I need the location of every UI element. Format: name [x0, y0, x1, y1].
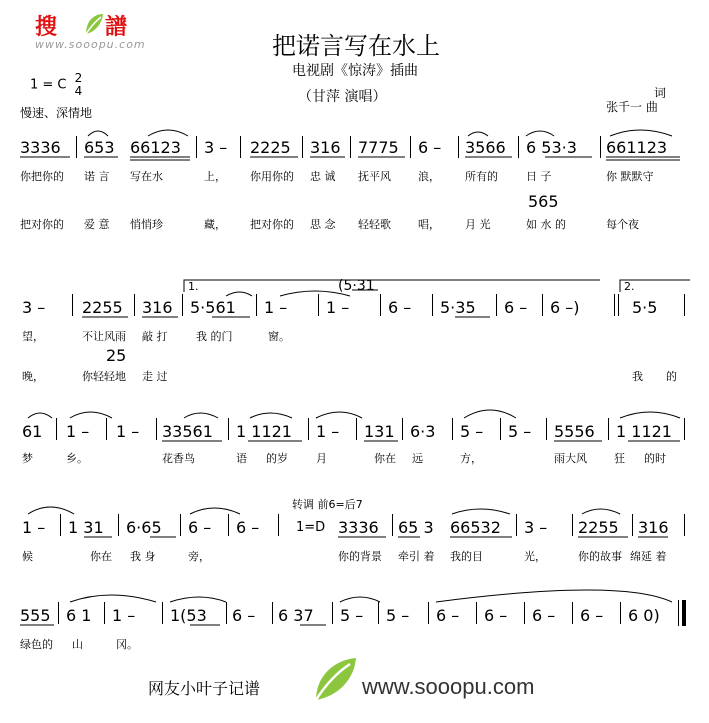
- lyric: 月: [316, 452, 327, 465]
- measure: 1 –: [66, 422, 90, 441]
- modulation-note: 转调 前6=后7: [292, 498, 363, 511]
- measure: 5 –: [340, 606, 364, 625]
- measure: 5 –: [386, 606, 410, 625]
- lyric: 我 的门: [196, 330, 233, 343]
- lyric: 把对你的: [250, 218, 294, 231]
- singer-credit: （甘萍 演唱）: [298, 89, 387, 105]
- logo-char-right: 譜: [105, 15, 128, 40]
- measure: 5·35: [440, 298, 476, 317]
- measure: 3 –: [204, 138, 228, 157]
- lyric: 不让风雨: [82, 330, 126, 343]
- song-title: 把诺言写在水上: [272, 32, 440, 60]
- lyric: 浪，: [418, 170, 440, 183]
- measure: 6 –: [504, 298, 528, 317]
- lyric: 你的故事: [578, 550, 622, 563]
- measure: 6 –: [232, 606, 256, 625]
- measure: 316: [142, 298, 173, 317]
- volta-1: 1.: [188, 280, 199, 293]
- meter-bottom: 4: [74, 84, 83, 98]
- measure: 6 –: [188, 518, 212, 537]
- measure: 6 53·3: [526, 138, 577, 157]
- lyric: 方，: [460, 452, 482, 465]
- lyric: 上，: [204, 170, 226, 183]
- logo-url: www.sooopu.com: [35, 38, 146, 51]
- lyric: 藏，: [204, 218, 226, 231]
- measure: 3336: [20, 138, 61, 157]
- lyric: 山: [72, 638, 83, 651]
- lyric: 你的背景: [338, 550, 382, 563]
- measure: 1 1121: [616, 422, 672, 441]
- measure: 1 –: [316, 422, 340, 441]
- lyric: 写在水: [130, 170, 163, 183]
- measure: 3 –: [524, 518, 548, 537]
- lyric: 日 子: [526, 170, 552, 183]
- lyric: 乡。: [66, 452, 88, 465]
- measure: 6 –: [418, 138, 442, 157]
- lyric: 绿色的: [20, 638, 53, 651]
- lyric: 忠 诚: [310, 170, 336, 183]
- lyric: 爱 意: [84, 218, 110, 231]
- lyric: 的岁: [266, 452, 288, 465]
- lyric: 你把你的: [20, 170, 64, 183]
- measure: 6·65: [126, 518, 162, 537]
- lyric: 你 默默守: [606, 170, 654, 183]
- measure: 3 –: [22, 298, 46, 317]
- measure: 6 37: [278, 606, 314, 625]
- lyric: 窗。: [268, 330, 290, 343]
- measure: 5 –: [508, 422, 532, 441]
- measure: 66123: [130, 138, 181, 157]
- logo-char-left: 搜: [35, 15, 59, 40]
- measure: 3336: [338, 518, 379, 537]
- key-signature: 1 = C 2 4: [30, 71, 83, 98]
- measure: 2255: [82, 298, 123, 317]
- lyric: 我的目: [450, 550, 483, 563]
- lyric: 每个夜: [606, 218, 639, 231]
- measure: 5·5: [632, 298, 658, 317]
- measure: 1 –: [22, 518, 46, 537]
- lyric: 远: [412, 452, 423, 465]
- lyric: 抚平风: [358, 170, 391, 183]
- lyric: 望，: [22, 330, 44, 343]
- measure: 6 –: [532, 606, 556, 625]
- lyric: 把对你的: [20, 218, 64, 231]
- lyric: 如 水 的: [526, 218, 566, 231]
- alt-notes: 565: [528, 192, 559, 211]
- measure: 1 –: [116, 422, 140, 441]
- measure: 6 –: [484, 606, 508, 625]
- lyric: 你轻轻地: [82, 370, 126, 383]
- measure: 2255: [578, 518, 619, 537]
- song-subtitle: 电视剧《惊涛》插曲: [292, 63, 418, 79]
- lyric: 语: [236, 452, 247, 465]
- measure: 131: [364, 422, 395, 441]
- measure: 555: [20, 606, 51, 625]
- lyric: 花香鸟: [162, 452, 195, 465]
- lyric: 狂: [614, 452, 625, 465]
- lyric: 旁，: [188, 550, 210, 563]
- measure: 66532: [450, 518, 501, 537]
- lyric: 月 光: [465, 218, 491, 231]
- lyric: 的时: [644, 452, 666, 465]
- measure: 1 1121: [236, 422, 292, 441]
- lyric: 候: [22, 550, 33, 563]
- measure: 1 –: [264, 298, 288, 317]
- measure: 1 –: [112, 606, 136, 625]
- measure: 1 31: [68, 518, 104, 537]
- measure: 316: [310, 138, 341, 157]
- measure: 6 –): [550, 298, 580, 317]
- lyric: 牵引 着: [398, 550, 435, 563]
- lyricist-label: 词: [654, 86, 667, 100]
- measure: 33561: [162, 422, 213, 441]
- lyric: 走 过: [142, 370, 168, 383]
- measure: 5·561: [190, 298, 236, 317]
- measure: 1(53: [170, 606, 207, 625]
- measure: 661123: [606, 138, 668, 157]
- transcriber-credit: 网友小叶子记谱: [148, 679, 261, 698]
- lyric: 所有的: [465, 170, 498, 183]
- footer-url-link[interactable]: www.sooopu.com: [362, 674, 535, 699]
- measure: 7775: [358, 138, 399, 157]
- lyric: 雨大风: [554, 452, 587, 465]
- measure: 6 –: [436, 606, 460, 625]
- measure: 316: [638, 518, 669, 537]
- measure: 1 –: [326, 298, 350, 317]
- measure: 5556: [554, 422, 595, 441]
- measure: 653: [84, 138, 115, 157]
- paren-notes: (5·31: [338, 278, 375, 294]
- lyric: 冈。: [116, 638, 138, 651]
- measure: 65 3: [398, 518, 434, 537]
- key-change: 1=D: [296, 520, 326, 535]
- measure: 5 –: [460, 422, 484, 441]
- volta-2: 2.: [624, 280, 635, 293]
- lyric: 你在: [374, 452, 396, 465]
- lyric: 你用你的: [250, 170, 294, 183]
- lyric: 梦: [22, 452, 33, 465]
- lyric: 我 身: [130, 550, 156, 563]
- lyric: 轻轻歌: [358, 218, 391, 231]
- lyric: 光，: [524, 550, 546, 563]
- measure: 6 –: [580, 606, 604, 625]
- lyric: 敲 打: [142, 330, 168, 343]
- measure: 2225: [250, 138, 291, 157]
- lyric: 唱，: [418, 218, 440, 231]
- measure: 6 –: [388, 298, 412, 317]
- composer-credit: 张千一 曲: [606, 100, 658, 114]
- alt-notes: 25: [106, 346, 127, 365]
- measure: 6·3: [410, 422, 436, 441]
- measure: 6 0): [628, 606, 660, 625]
- measure: 6 1: [66, 606, 92, 625]
- lyric: 你在: [90, 550, 112, 563]
- measure: 6 –: [236, 518, 260, 537]
- lyric: 我: [632, 370, 643, 383]
- lyric: 晚，: [22, 370, 44, 383]
- lyric: 悄悄珍: [130, 218, 163, 231]
- meter-top: 2: [74, 71, 83, 85]
- leaf-logo-icon: [310, 654, 360, 708]
- measure: 3566: [465, 138, 506, 157]
- tempo-marking: 慢速、深情地: [20, 106, 93, 120]
- lyric: 的: [666, 370, 677, 383]
- lyric: 绵延 着: [630, 550, 667, 563]
- lyric: 思 念: [310, 218, 336, 231]
- measure: 61: [22, 422, 43, 441]
- lyric: 诺 言: [84, 170, 110, 183]
